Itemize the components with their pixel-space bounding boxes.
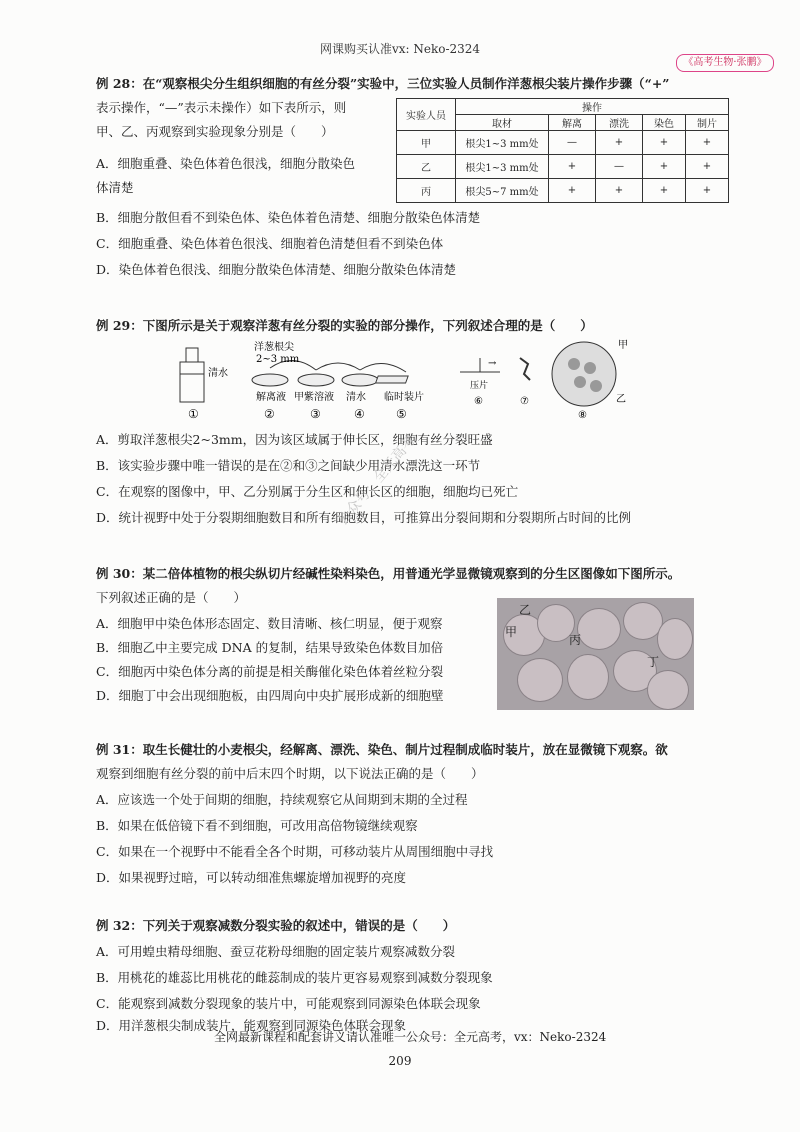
q32-option-c: C．能观察到减数分裂现象的装片中，可能观察到同源染色体联会现象 [96, 996, 481, 1011]
table-row: 乙 根尖1~3 mm处 + — + + [397, 155, 729, 179]
beaker-icon [180, 362, 204, 402]
q32-option-d: D．用洋葱根尖制成装片，能观察到同源染色体联会现象 [96, 1018, 407, 1033]
press-arrow-icon: → [488, 358, 497, 369]
dish-icon [252, 374, 288, 386]
table-header-operations: 操作 [456, 99, 729, 115]
q29-stem: 例 29：下图所示是关于观察洋葱有丝分裂的实验的部分操作，下列叙述合理的是（ ） [96, 318, 593, 333]
table-col: 解离 [549, 115, 596, 131]
q29-option-c: C．在观察的图像中，甲、乙分别属于分生区和伸长区的细胞，细胞均已死亡 [96, 484, 519, 499]
q30-stem-line2: 下列叙述正确的是（ ） [96, 590, 247, 605]
q31-option-b: B．如果在低倍镜下看不到细胞，可改用高倍物镜继续观察 [96, 818, 418, 833]
fig-label-water: 清水 [208, 368, 228, 379]
fig-label-yi: 乙 [616, 394, 626, 405]
q31-option-d: D．如果视野过暗，可以转动细准焦螺旋增加视野的亮度 [96, 870, 407, 885]
q28-stem-line3: 甲、乙、丙观察到实验现象分别是（ ） [96, 124, 334, 139]
fig-label-root: 洋葱根尖 [254, 342, 294, 353]
step-number: ① [188, 407, 199, 421]
q28-stem-line2: 表示操作，“—”表示未操作）如下表所示，则 [96, 100, 347, 115]
q31-option-a: A．应该选一个处于间期的细胞，持续观察它从间期到末期的全过程 [96, 792, 468, 807]
step-number: ③ [310, 407, 321, 421]
q30-option-d: D．细胞丁中会出现细胞板，由四周向中央扩展形成新的细胞壁 [96, 688, 444, 703]
q31-stem-line1: 例 31：取生长健壮的小麦根尖，经解离、漂洗、染色、制片过程制成临时装片，放在显微镜下观察。欲 [96, 742, 668, 757]
q29-option-a: A．剪取洋葱根尖2~3mm，因为该区域属于伸长区，细胞有丝分裂旺盛 [96, 432, 493, 447]
fig-label-wash: 清水 [346, 392, 366, 403]
fig-label-slide: 临时装片 [384, 392, 424, 403]
footer-watermark: 全网最新课程和配套讲义请认准唯一公众号：全元高考，vx：Neko-2324 [214, 1030, 607, 1044]
q31-option-c: C．如果在一个视野中不能看全各个时期，可移动装片从周围细胞中寻找 [96, 844, 494, 859]
q32-option-a: A．可用蝗虫精母细胞、蚕豆花粉母细胞的固定装片观察减数分裂 [96, 944, 456, 959]
fig-label-dissociation: 解离液 [256, 392, 286, 403]
fig-label-stain: 甲紫溶液 [294, 392, 334, 403]
table-header-person: 实验人员 [397, 99, 456, 131]
q28-option-a-cont: 体清楚 [96, 180, 134, 195]
step-number: ⑧ [578, 410, 587, 421]
q30-stem-line1: 例 30：某二倍体植物的根尖纵切片经碱性染料染色，用普通光学显微镜观察到的分生区图像如下图所示。 [96, 566, 681, 581]
q32-stem: 例 32：下列关于观察减数分裂实验的叙述中，错误的是（ ） [96, 918, 456, 933]
header-watermark: 网课购买认准vx: Neko-2324 [319, 42, 481, 56]
q29-option-d: D．统计视野中处于分裂期细胞数目和所有细胞数目，可推算出分裂间期和分裂期所占时间的比例 [96, 510, 632, 525]
q30-option-a: A．细胞甲中染色体形态固定、数目清晰、核仁明显，便于观察 [96, 616, 443, 631]
table-row: 甲 根尖1~3 mm处 — + + + [397, 131, 729, 155]
cell-label-yi: 乙 [519, 603, 532, 617]
q28-operation-table [396, 98, 729, 203]
q28-stem-line1: 例 28：在“观察根尖分生组织细胞的有丝分裂”实验中，三位实验人员制作洋葱根尖装片操作步骤（“+” [96, 76, 670, 91]
fig-label-jia: 甲 [618, 340, 628, 351]
q30-micrograph [497, 598, 694, 710]
table-col: 取材 [456, 115, 549, 131]
step-number: ② [264, 407, 275, 421]
microscope-view [552, 342, 616, 406]
q31-stem-line2: 观察到细胞有丝分裂的前中后末四个时期，以下说法正确的是（ ） [96, 766, 484, 781]
page-number: 209 [388, 1054, 412, 1068]
q29-procedure-figure [170, 338, 630, 424]
step-number: ④ [354, 407, 365, 421]
subject-tag: 《高考生物·张鹏》 [676, 54, 774, 72]
cell-label-ding: 丁 [647, 655, 660, 669]
step-number: ⑦ [520, 396, 529, 407]
table-row: 丙 根尖5~7 mm处 + + + + [397, 179, 729, 203]
dish-icon [342, 374, 378, 386]
fig-label-press: 压片 [470, 381, 489, 391]
slide-icon [376, 376, 409, 383]
q29-option-b: B．该实验步骤中唯一错误的是在②和③之间缺少用清水漂洗这一环节 [96, 458, 481, 473]
q28-option-d: D．染色体着色很浅、细胞分散染色体清楚、细胞分散染色体清楚 [96, 262, 457, 277]
dish-icon [298, 374, 334, 386]
table-col: 染色 [643, 115, 686, 131]
q28-option-a: A．细胞重叠、染色体着色很浅，细胞分散染色 [96, 156, 356, 171]
cell-label-bing: 丙 [569, 633, 582, 647]
q28-option-b: B．细胞分散但看不到染色体、染色体着色清楚、细胞分散染色体清楚 [96, 210, 481, 225]
pointer-icon [520, 358, 530, 380]
step-number: ⑤ [396, 407, 407, 421]
diagonal-watermark: 公众号：全元高考 [334, 432, 419, 529]
step-number: ⑥ [474, 396, 483, 407]
table-col: 制片 [686, 115, 729, 131]
cell-label-jia: 甲 [505, 625, 518, 639]
q30-option-c: C．细胞丙中染色体分离的前提是相关酶催化染色体着丝粒分裂 [96, 664, 444, 679]
q30-option-b: B．细胞乙中主要完成 DNA 的复制，结果导致染色体数目加倍 [96, 640, 444, 655]
table-col: 漂洗 [596, 115, 643, 131]
fig-label-root-length: 2~3 mm [256, 354, 300, 365]
onion-icon [186, 348, 198, 362]
q32-option-b: B．用桃花的雄蕊比用桃花的雌蕊制成的装片更容易观察到减数分裂现象 [96, 970, 493, 985]
q28-option-c: C．细胞重叠、染色体着色很浅、细胞着色清楚但看不到染色体 [96, 236, 444, 251]
